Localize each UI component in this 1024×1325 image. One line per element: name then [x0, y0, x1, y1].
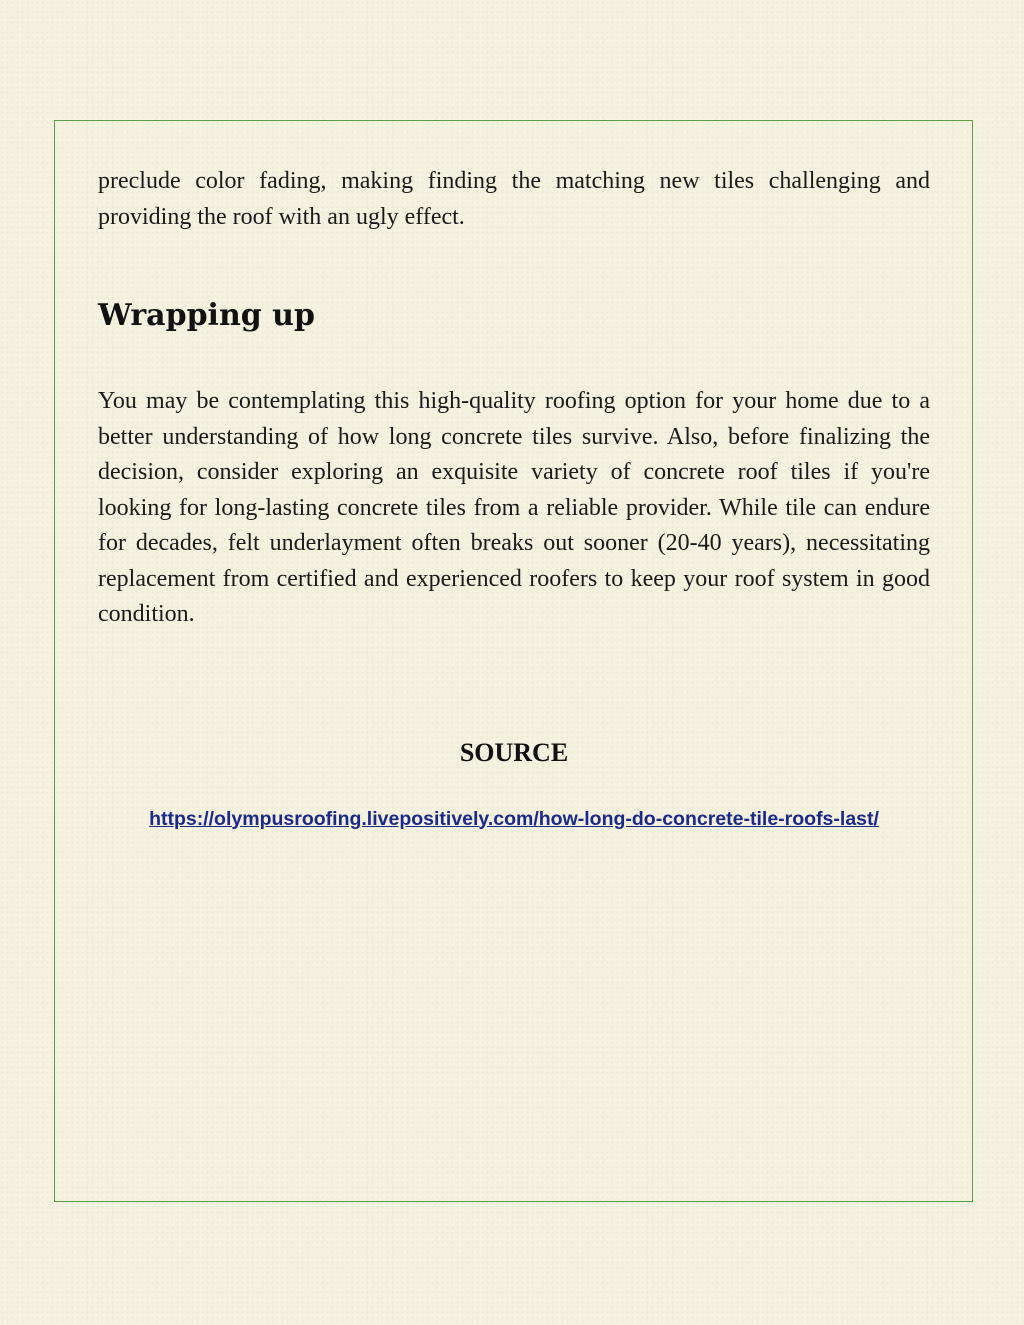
- source-label: SOURCE: [459, 737, 569, 767]
- conclusion-paragraph: You may be contemplating this high-quality roofing option for your home due to a better understanding of how long concrete tiles survive. Also, before finalizing the decision, consider exploring an exquisite variety of concrete roof tiles if you're looking for long-lasting concrete tiles from a reliable provider. While tile can endure for decades, felt underlayment often breaks out sooner (20-40 years), necessitating replacement from certified and experienced roofers to keep your roof system in good condition.: [98, 388, 930, 627]
- source-link[interactable]: https://olympusroofing.livepositively.com/how-long-do-concrete-tile-roofs-last/: [149, 807, 879, 830]
- document-body: [98, 160, 930, 832]
- intro-paragraph: preclude color fading, making finding the matching new tiles challenging and providing the roof with an ugly effect.: [98, 168, 930, 230]
- section-heading: Wrapping up: [98, 298, 315, 333]
